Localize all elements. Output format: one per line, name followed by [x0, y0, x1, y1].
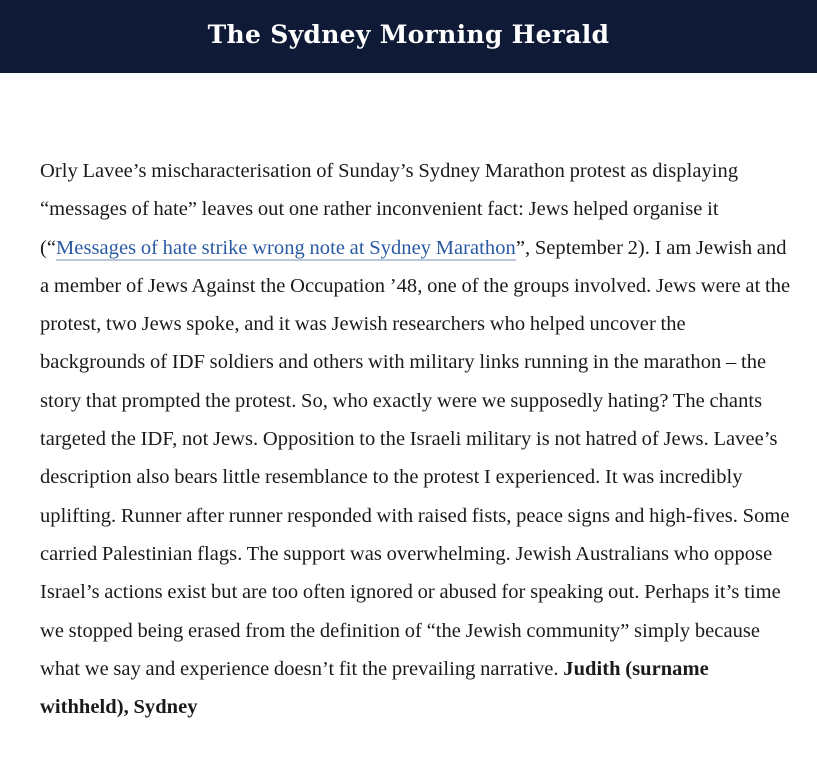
- letter-body: [40, 152, 793, 726]
- letter-signature: Judith (surname withheld), Sydney: [40, 657, 709, 719]
- letter-text-main: ”, September 2). I am Jewish and a member of Jews Against the Occupation ’48, one of the groups involved. Jews were at the protest, two Jews spoke, and it was Jewish researchers who helped uncover the backgrounds of IDF soldiers and others with military links running in the marathon – the story that prompted the protest. So, who exactly were we supposedly hating? The chants targeted the IDF, not Jews. Opposition to the Israeli military is not hatred of Jews. Lavee’s description also bears little resemblance to the protest I experienced. It was incredibly uplifting. Runner after runner responded with raised fists, peace signs and high-fives. Some carried Palestinian flags. The support was overwhelming. Jewish Australians who oppose Israel’s actions exist but are too often ignored or abused for speaking out. Perhaps it’s time we stopped being erased from the definition of “the Jewish community” simply because what we say and experience doesn’t fit the prevailing narrative.: [40, 236, 791, 680]
- letter-container: [0, 73, 817, 748]
- article-link[interactable]: Messages of hate strike wrong note at Sydney Marathon: [56, 236, 516, 259]
- masthead: [0, 0, 817, 73]
- masthead-logo[interactable]: The Sydney Morning Herald: [207, 20, 610, 49]
- letter-text-intro: Orly Lavee’s mischaracterisation of Sunday’s Sydney Marathon protest as displaying “messages of hate” leaves out one rather inconvenient fact: Jews helped organise it (“: [40, 160, 739, 259]
